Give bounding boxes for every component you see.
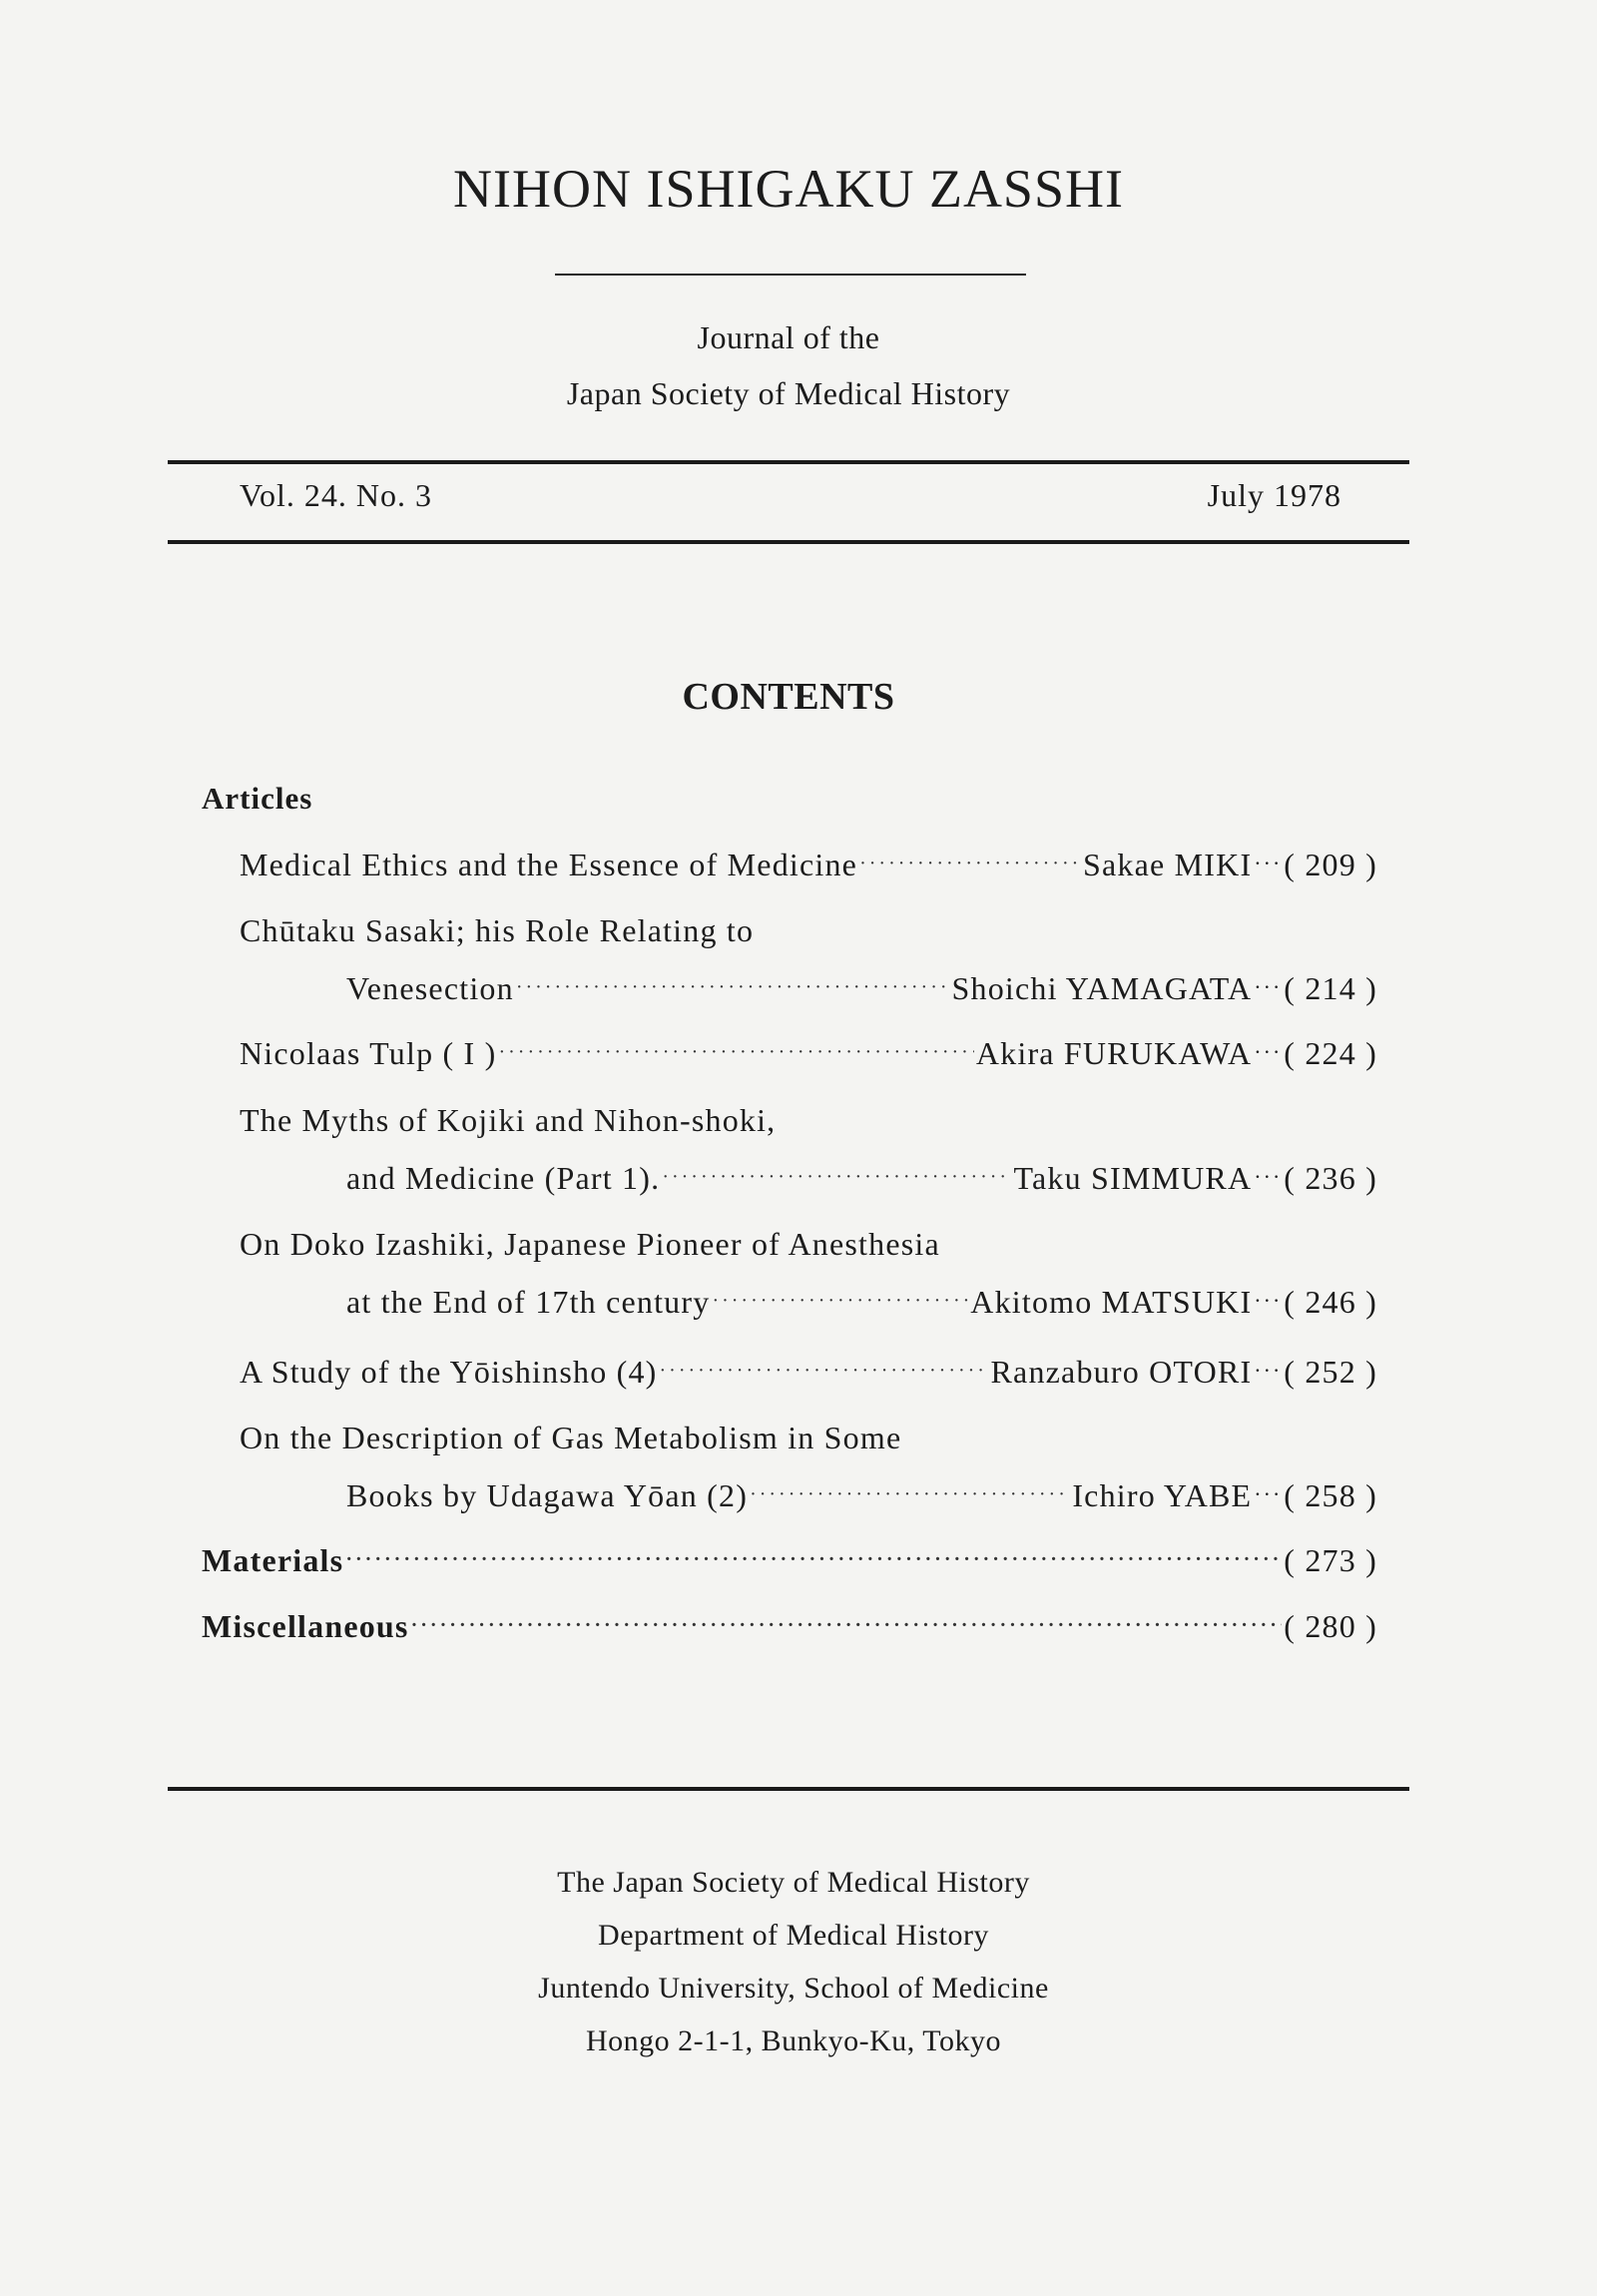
- article-author: Shoichi YAMAGATA: [951, 970, 1253, 1006]
- publisher-address: Hongo 2-1-1, Bunkyo-Ku, Tokyo: [586, 2024, 1001, 2057]
- materials-page: ( 273 ): [1284, 1542, 1377, 1578]
- toc-entry-article-3[interactable]: [240, 1035, 1377, 1072]
- dot-leader: [859, 853, 1081, 875]
- miscellaneous-label: Miscellaneous: [202, 1608, 409, 1644]
- journal-subtitle-line1: Journal of the: [697, 319, 880, 355]
- dot-leader: [712, 1290, 968, 1313]
- article-page: ( 209 ): [1284, 847, 1377, 882]
- issue-band-top-rule: [168, 460, 1409, 464]
- article-title-line1: On Doko Izashiki, Japanese Pioneer of Anesthesia: [240, 1226, 940, 1262]
- journal-title: NIHON ISHIGAKU ZASSHI: [453, 159, 1124, 219]
- article-page: ( 258 ): [1284, 1477, 1377, 1513]
- article-title: at the End of 17th century: [346, 1284, 711, 1320]
- article-author: Sakae MIKI: [1083, 847, 1253, 882]
- volume-number: Vol. 24. No. 3: [240, 477, 432, 513]
- publisher-department: Department of Medical History: [598, 1919, 989, 1952]
- dot-leader: [750, 1483, 1070, 1506]
- dot-leader: [660, 1360, 989, 1383]
- article-title-line1: The Myths of Kojiki and Nihon-shoki,: [240, 1102, 777, 1138]
- dot-leader: [662, 1166, 1011, 1189]
- toc-entry-article-7[interactable]: [346, 1477, 1377, 1514]
- dot-separator: ···: [1254, 974, 1283, 999]
- article-title: Medical Ethics and the Essence of Medicine: [240, 847, 858, 882]
- dot-separator: ···: [1254, 1039, 1283, 1064]
- materials-label: Materials: [202, 1542, 344, 1578]
- publisher-society: The Japan Society of Medical History: [557, 1866, 1030, 1899]
- dot-separator: ···: [1254, 1288, 1283, 1313]
- toc-entry-article-5[interactable]: [346, 1284, 1377, 1321]
- article-page: ( 236 ): [1284, 1160, 1377, 1196]
- article-title: Books by Udagawa Yōan (2): [346, 1477, 749, 1513]
- article-title: Nicolaas Tulp ( I ): [240, 1035, 497, 1071]
- article-page: ( 252 ): [1284, 1354, 1377, 1390]
- article-title: and Medicine (Part 1).: [346, 1160, 661, 1196]
- articles-heading: Articles: [202, 781, 313, 816]
- article-title: Venesection: [346, 970, 514, 1006]
- publisher-university: Juntendo University, School of Medicine: [538, 1972, 1049, 2005]
- dot-leader: [498, 1041, 973, 1064]
- toc-entry-article-6[interactable]: [240, 1354, 1377, 1391]
- contents-heading: CONTENTS: [682, 676, 895, 718]
- article-page: ( 224 ): [1284, 1035, 1377, 1071]
- article-page: ( 214 ): [1284, 970, 1377, 1006]
- issue-band-bottom-rule: [168, 540, 1409, 544]
- article-author: Ichiro YABE: [1072, 1477, 1253, 1513]
- article-title: A Study of the Yōishinsho (4): [240, 1354, 658, 1390]
- footer-rule: [168, 1787, 1409, 1791]
- title-divider: [555, 274, 1026, 276]
- article-title-line1: On the Description of Gas Metabolism in Some: [240, 1420, 902, 1455]
- dot-leader: [345, 1548, 1282, 1571]
- article-author: Taku SIMMURA: [1013, 1160, 1253, 1196]
- article-author: Akitomo MATSUKI: [970, 1284, 1253, 1320]
- dot-leader: [516, 976, 950, 999]
- miscellaneous-page: ( 280 ): [1284, 1608, 1377, 1644]
- article-author: Akira FURUKAWA: [975, 1035, 1253, 1071]
- article-page: ( 246 ): [1284, 1284, 1377, 1320]
- dot-separator: ···: [1254, 851, 1283, 875]
- dot-separator: ···: [1254, 1358, 1283, 1383]
- toc-entry-article-2[interactable]: [346, 970, 1377, 1007]
- toc-entry-article-4[interactable]: [346, 1160, 1377, 1197]
- toc-entry-materials[interactable]: [202, 1542, 1377, 1579]
- journal-subtitle-line2: Japan Society of Medical History: [566, 375, 1011, 411]
- dot-separator: ···: [1254, 1164, 1283, 1189]
- article-author: Ranzaburo OTORI: [990, 1354, 1253, 1390]
- toc-entry-miscellaneous[interactable]: [202, 1608, 1377, 1645]
- article-title-line1: Chūtaku Sasaki; his Role Relating to: [240, 912, 755, 948]
- issue-date: July 1978: [1207, 477, 1341, 513]
- toc-entry-article-1[interactable]: [240, 847, 1377, 883]
- dot-leader: [411, 1614, 1283, 1637]
- dot-separator: ···: [1254, 1481, 1283, 1506]
